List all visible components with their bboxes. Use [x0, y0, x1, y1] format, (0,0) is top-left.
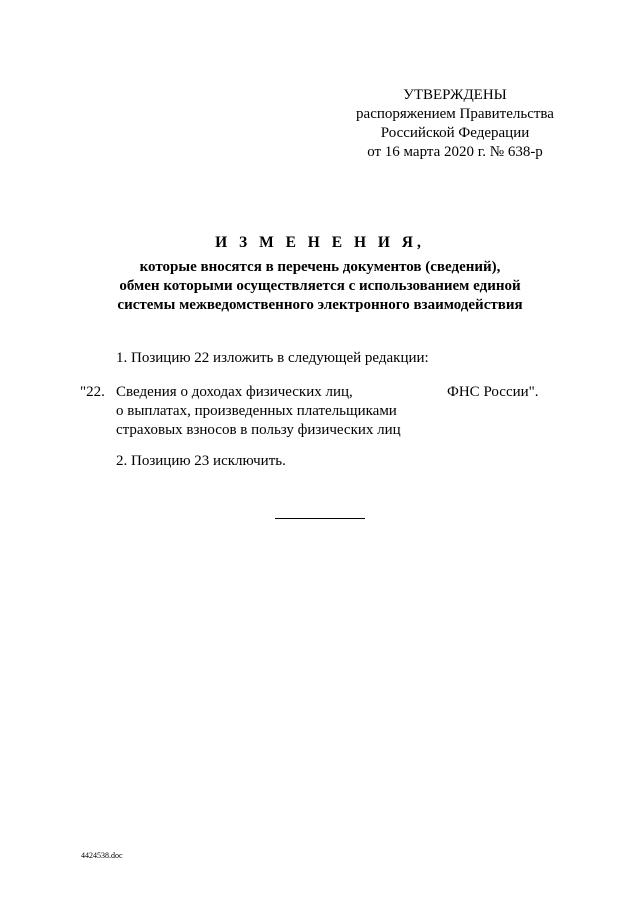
title-line-3: системы межведомственного электронного взаимодействия	[117, 297, 523, 313]
position-description	[116, 383, 401, 440]
position-number: "22.	[80, 384, 105, 400]
position-line-2: о выплатах, произведенных плательщиками	[116, 403, 397, 419]
item-2-text: 2. Позицию 23 исключить.	[116, 453, 286, 469]
end-divider	[275, 518, 365, 519]
approval-line-1: распоряжением Правительства	[356, 106, 554, 122]
item-1-text: 1. Позицию 22 изложить в следующей редакции:	[116, 350, 429, 366]
position-line-3: страховых взносов в пользу физических лиц	[116, 422, 401, 438]
position-line-1: Сведения о доходах физических лиц,	[116, 384, 353, 400]
approval-line-3: от 16 марта 2020 г. № 638-р	[367, 144, 543, 160]
approval-line-2: Российской Федерации	[380, 125, 530, 141]
title-line-1: которые вносятся в перечень документов (сведений),	[139, 259, 501, 275]
approval-heading: УТВЕРЖДЕНЫ	[403, 87, 507, 103]
document-title	[90, 233, 550, 315]
footer-filename: 4424538.doc	[81, 851, 123, 860]
title-main: И З М Е Н Е Н И Я,	[215, 234, 425, 251]
approval-block	[340, 86, 570, 162]
position-organization: ФНС России".	[447, 384, 539, 400]
title-line-2: обмен которыми осуществляется с использованием единой	[119, 278, 521, 294]
